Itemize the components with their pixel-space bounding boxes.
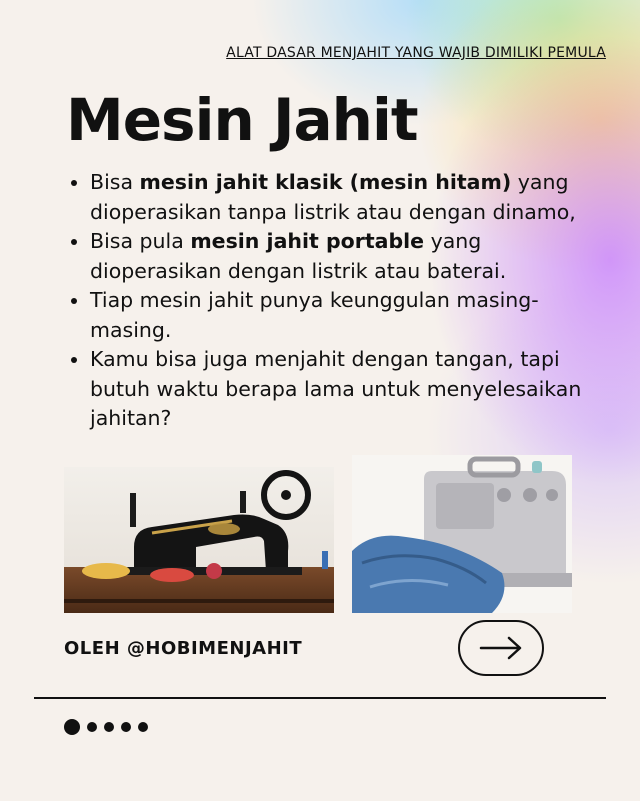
bullet-list xyxy=(70,168,610,434)
subtitle: ALAT DASAR MENJAHIT YANG WAJIB DIMILIKI PEMULA xyxy=(226,45,606,61)
bullet-item: • Kamu bisa juga menjahit dengan tangan, tapi butuh waktu berapa lama untuk menyelesaikan jahitan? xyxy=(90,345,610,434)
author-credit: OLEH @HOBIMENJAHIT xyxy=(64,638,303,659)
next-button[interactable] xyxy=(458,620,544,676)
pagination-dot[interactable] xyxy=(87,722,97,732)
pagination-dot[interactable] xyxy=(104,722,114,732)
bullet-item: • Tiap mesin jahit punya keunggulan masing-masing. xyxy=(90,286,610,345)
classic-sewing-machine-image xyxy=(64,467,334,613)
bullet-item: • Bisa pula mesin jahit portable yang dioperasikan dengan listrik atau baterai. xyxy=(90,227,610,286)
pagination-dot[interactable] xyxy=(121,722,131,732)
portable-sewing-machine-image xyxy=(352,455,572,613)
pagination-dots xyxy=(64,719,148,735)
pagination-dot[interactable] xyxy=(138,722,148,732)
arrow-right-icon xyxy=(479,636,523,660)
divider xyxy=(34,697,606,699)
pagination-dot-active[interactable] xyxy=(64,719,80,735)
page-title: Mesin Jahit xyxy=(66,86,418,154)
bullet-item: • Bisa mesin jahit klasik (mesin hitam) yang dioperasikan tanpa listrik atau dengan dinamo, xyxy=(90,168,610,227)
